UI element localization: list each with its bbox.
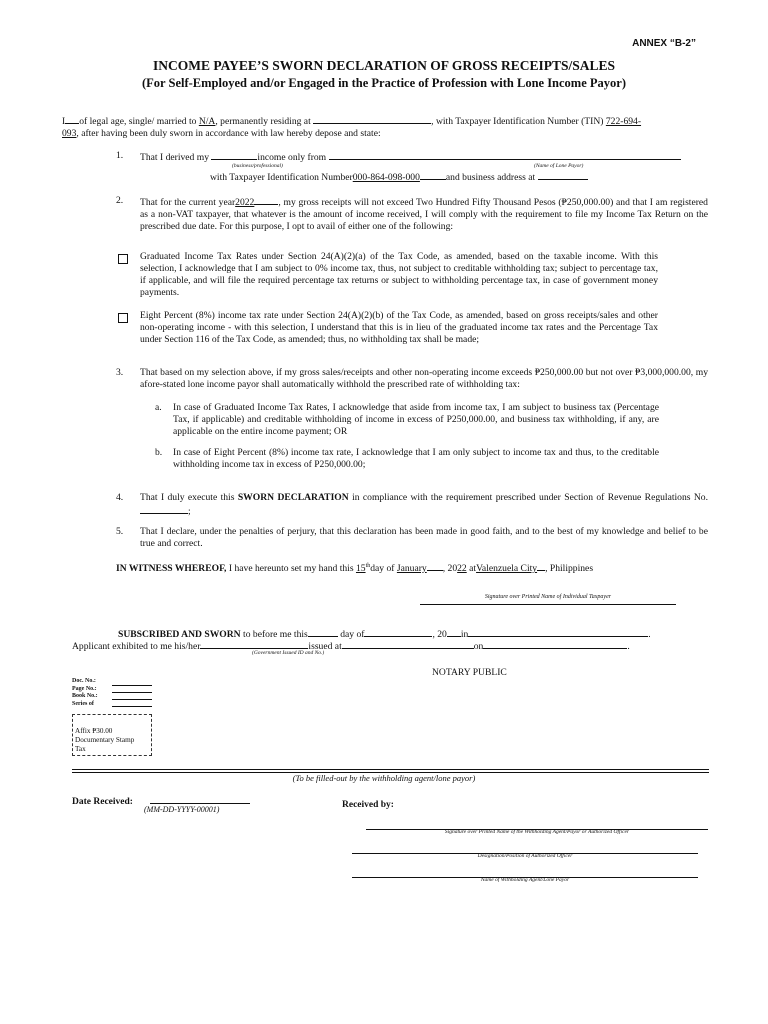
page-subtitle: (For Self-Employed and/or Engaged in the Practice of Profession with Lone Income Payor)	[142, 76, 626, 90]
address-field[interactable]	[313, 114, 431, 124]
item-3-text: That based on my selection above, if my gross sales/receipts and other non-operating income exceeds ₱250,000.00 but not over ₱3,000,000.00, my afore-stated lone income payor shall automatically withhold the prescribed rate of withholding tax:	[140, 367, 708, 390]
item-1-number: 1.	[116, 150, 124, 161]
doc-labels: Doc. No.: Page No.: Book No.: Series of	[72, 678, 98, 707]
date-format-hint: (MM-DD-YYYY-00001)	[144, 805, 220, 814]
withholding-agent-note: (To be filled-out by the withholding agent/lone payor)	[292, 773, 476, 783]
withholding-agent-name-caption: Name of Withholding Agent/Lone Payor	[480, 877, 570, 883]
item-3a-text: In case of Graduated Income Tax Rates, I acknowledge that aside from income tax, I am subject to business tax (Percentage Tax, if applicable) and creditable withholding of income in excess of P250,000.00, and business tax withholding, if any, are applicable on the entire income payment; OR	[173, 402, 659, 437]
item-3b-text: In case of Eight Percent (8%) income tax rate, I acknowledge that I am only subject to income tax and thus, to the creditable withholding income tax in excess of P250,000.00;	[173, 447, 659, 470]
caption-payor: (Name of Lone Payor)	[534, 163, 584, 169]
item-4-text: That I duly execute this SWORN DECLARATION in compliance with the requirement prescribed under Section of Revenue Regulations No. ;	[140, 492, 708, 517]
witness-line: IN WITNESS WHEREOF, I have hereunto set my hand this 15thday of January , 2022 atValenzuela City , Philippines	[116, 563, 594, 575]
option-2-text: Eight Percent (8%) income tax rate under Section 24(A)(2)(b) of the Tax Code, as amended, based on gross receipts/sales and other non-operating income - with this selection, I understand that this is in lieu of the graduated income tax rates and the Percentage Tax under Section 116 of the Tax Code, as amended; thus, no withholding tax shall be made;	[140, 310, 658, 345]
item-3a-label: a.	[155, 402, 162, 413]
notary-public-label: NOTARY PUBLIC	[432, 667, 507, 678]
received-by-label: Received by:	[342, 800, 394, 810]
business-type-field[interactable]	[211, 150, 257, 160]
date-received-label: Date Received:	[72, 797, 133, 807]
item-3-number: 3.	[116, 367, 124, 378]
item-2-number: 2.	[116, 195, 124, 206]
page-title: INCOME PAYEE’S SWORN DECLARATION OF GROSS RECEIPTS/SALES	[152, 58, 616, 73]
taxpayer-signature-line[interactable]	[420, 604, 676, 605]
payor-name-field[interactable]	[329, 150, 681, 160]
option-1-text: Graduated Income Tax Rates under Section 24(A)(2)(a) of the Tax Code, as amended, based on the taxable income. With this selection, I acknowledge that I am subject to 0% income tax, thus, not subject to creditable withholding tax; subject to percentage tax, if applicable, and will file the required percentage tax returns or subject to withholding percentage tax, in case of government money payments.	[140, 251, 658, 298]
taxpayer-signature-caption: Signature over Printed Name of Individual Taxpayer	[484, 594, 612, 600]
item-1-tin-line: with Taxpayer Identification Number000-864-098-000 and business address at	[210, 170, 690, 184]
date-received-field[interactable]	[150, 803, 250, 804]
subscribed-line: SUBSCRIBED AND SWORN to before me this day of , 20 in .	[118, 629, 651, 640]
intro-paragraph: I of legal age, single/ married to N/A, permanently residing at , with Taxpayer Identification Number (TIN) 722-694- 093, after having been duly sworn in accordance with law hereby depose and state:	[62, 116, 642, 139]
revenue-regulation-field[interactable]	[140, 504, 188, 514]
item-2-text: That for the current year2022 , my gross receipts will not exceed Two Hundred Fifty Thousand Pesos (₱250,000.00) and that I am registered as a non-VAT taxpayer, that whatever is the amount of income received, I will comply with the requirement to file my Income Tax Return on the prescribed due date. For this purpose, I opt to avail of either one of the following:	[140, 197, 708, 232]
option-1-checkbox[interactable]	[118, 251, 128, 269]
agent-signature-caption: Signature over Printed Name of the Withholding Agent/Payor or Authorized Officer	[444, 829, 630, 835]
item-4-number: 4.	[116, 492, 124, 503]
annex-label: ANNEX “B-2”	[632, 38, 696, 49]
caption-business: (business/professional)	[232, 163, 283, 169]
caption-government-id: (Government Issued ID and No.)	[252, 650, 325, 656]
separator-line	[72, 769, 709, 770]
item-5-text: That I declare, under the penalties of perjury, that this declaration has been made in good faith, and to the best of my knowledge and belief to be true and correct.	[140, 526, 708, 549]
business-address-field[interactable]	[538, 170, 588, 180]
applicant-line: Applicant exhibited to me his/her issued at on .	[72, 641, 630, 652]
designation-caption: Designation/Position of Authorized Officer	[477, 853, 573, 859]
item-5-number: 5.	[116, 526, 124, 537]
item-1-text: That I derived my income only from	[140, 150, 720, 164]
item-3b-label: b.	[155, 447, 163, 458]
documentary-stamp-box: Affix ₱30.00 Documentary Stamp Tax	[72, 714, 152, 756]
option-2-checkbox[interactable]	[118, 310, 128, 328]
